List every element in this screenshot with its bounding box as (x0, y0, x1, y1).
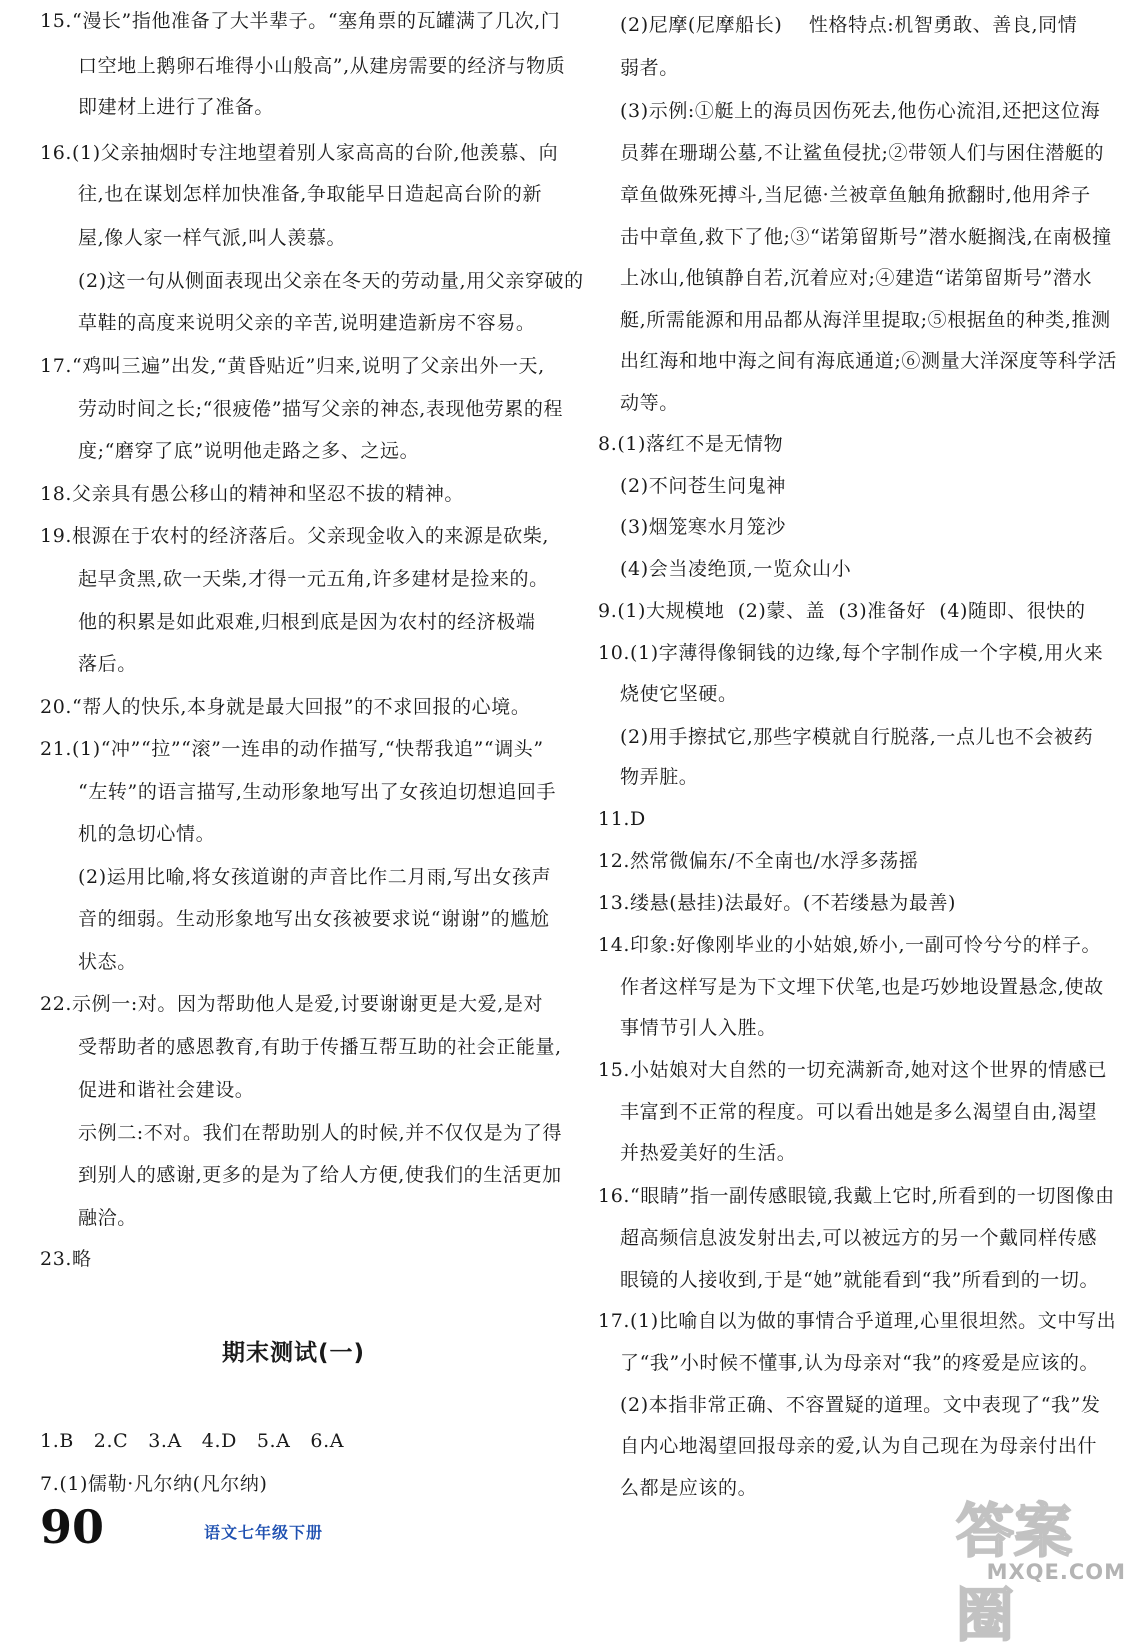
text-line: 出红海和地中海之间有海底通道;⑥测量大洋深度等科学活 (620, 350, 1118, 372)
text-line: 章鱼做殊死搏斗,当尼德·兰被章鱼触角掀翻时,他用斧子 (620, 184, 1091, 206)
text-line: 了“我”小时候不懂事,认为母亲对“我”的疼爱是应该的。 (620, 1352, 1100, 1374)
text-line: (2)尼摩(尼摩船长) 性格特点:机智勇敢、善良,同情 (620, 14, 1078, 36)
page-number: 90 (40, 1500, 105, 1554)
text-line: (2)本指非常正确、不容置疑的道理。文中表现了“我”发 (620, 1394, 1101, 1416)
text-line: 17.“鸡叫三遍”出发,“黄昏贴近”归来,说明了父亲出外一天, (40, 355, 545, 377)
text-line: 落后。 (78, 653, 137, 675)
text-line: 音的细弱。生动形象地写出女孩被要求说“谢谢”的尴尬 (78, 908, 550, 930)
text-line: 起早贪黑,砍一天柴,才得一元五角,许多建材是捡来的。 (78, 568, 549, 590)
text-line: 16.(1)父亲抽烟时专注地望着别人家高高的台阶,他羡慕、向 (40, 142, 559, 164)
text-line: 劳动时间之长;“很疲倦”描写父亲的神态,表现他劳累的程 (78, 398, 564, 420)
text-line: 21.(1)“冲”“拉”“滚”一连串的动作描写,“快帮我追”“调头” (40, 738, 544, 760)
text-line: (3)示例:①艇上的海员因伤死去,他伤心流泪,还把这位海 (620, 100, 1101, 122)
text-line: 8.(1)落红不是无情物 (598, 433, 784, 455)
text-line: (2)用手擦拭它,那些字模就自行脱落,一点儿也不会被药 (620, 726, 1094, 748)
text-line: 融洽。 (78, 1207, 137, 1229)
text-line: 作者这样写是为下文埋下伏笔,也是巧妙地设置悬念,使故 (620, 976, 1104, 998)
watermark-cn: 答案圈 (956, 1497, 1073, 1649)
text-line: 15.小姑娘对大自然的一切充满新奇,她对这个世界的情感已 (598, 1059, 1108, 1081)
text-line: (2)这一句从侧面表现出父亲在冬天的劳动量,用父亲穿破的 (78, 270, 584, 292)
text-line: 超高频信息波发射出去,可以被远方的另一个戴同样传感 (620, 1227, 1098, 1249)
text-line: 上冰山,他镇静自若,沉着应对;④建造“诺第留斯号”潜水 (620, 267, 1093, 289)
text-line: 16.“眼睛”指一副传感眼镜,我戴上它时,所看到的一切图像由 (598, 1185, 1115, 1207)
text-line: 往,也在谋划怎样加快准备,争取能早日造起高台阶的新 (78, 183, 543, 205)
section-heading: 期末测试(一) (222, 1340, 366, 1366)
text-line: 22.示例一:对。因为帮助他人是爱,讨要谢谢更是大爱,是对 (40, 993, 544, 1015)
text-line: 7.(1)儒勒·凡尔纳(凡尔纳) (40, 1473, 268, 1495)
text-line: 状态。 (78, 951, 137, 973)
text-line: 14.印象:好像刚毕业的小姑娘,娇小,一副可怜兮兮的样子。 (598, 934, 1102, 956)
text-line: 自内心地渴望回报母亲的爱,认为自己现在为母亲付出什 (620, 1435, 1098, 1457)
text-line: 度;“磨穿了底”说明他走路之多、之远。 (78, 440, 420, 462)
text-line: 20.“帮人的快乐,本身就是最大回报”的不求回报的心境。 (40, 696, 531, 718)
watermark-logo (956, 1484, 1126, 1649)
text-line: 23.略 (40, 1248, 92, 1270)
text-line: 眼镜的人接收到,于是“她”就能看到“我”所看到的一切。 (620, 1269, 1100, 1291)
text-line: 机的急切心情。 (78, 823, 216, 845)
text-line: 事情节引人入胜。 (620, 1017, 777, 1039)
text-line: 员葬在珊瑚公墓,不让鲨鱼侵扰;②带领人们与困住潜艇的 (620, 142, 1105, 164)
text-line: 口空地上鹅卵石堆得小山般高”,从建房需要的经济与物质 (78, 55, 566, 77)
text-line: 击中章鱼,救下了他;③“诺第留斯号”潜水艇搁浅,在南极撞 (620, 226, 1112, 248)
book-label: 语文七年级下册 (204, 1523, 324, 1542)
text-line: 促进和谐社会建设。 (78, 1079, 255, 1101)
text-line: 9.(1)大规模地 (2)蒙、盖 (3)准备好 (4)随即、很快的 (598, 600, 1086, 622)
text-line: (2)运用比喻,将女孩道谢的声音比作二月雨,写出女孩声 (78, 866, 552, 888)
text-line: 12.然常微偏东/不全南也/水浮多荡摇 (598, 850, 919, 872)
text-line: 到别人的感谢,更多的是为了给人方便,使我们的生活更加 (78, 1164, 562, 1186)
text-line: 动等。 (620, 392, 679, 414)
text-line: 即建材上进行了准备。 (78, 96, 275, 118)
text-line: 屋,像人家一样气派,叫人羡慕。 (78, 227, 347, 249)
text-line: 15.“漫长”指他准备了大半辈子。“塞角票的瓦罐满了几次,门 (40, 10, 561, 32)
text-line: 13.缕悬(悬挂)法最好。(不若缕悬为最善) (598, 892, 957, 914)
text-line: 艇,所需能源和用品都从海洋里提取;⑤根据鱼的种类,推测 (620, 309, 1111, 331)
text-line: 19.根源在于农村的经济落后。父亲现金收入的来源是砍柴, (40, 525, 550, 547)
text-line: 弱者。 (620, 57, 679, 79)
text-line: (4)会当凌绝顶,一览众山小 (620, 558, 852, 580)
text-line: 物弄脏。 (620, 766, 699, 788)
text-line: (2)不问苍生问鬼神 (620, 475, 786, 497)
text-line: 么都是应该的。 (620, 1477, 758, 1499)
text-line: 他的积累是如此艰难,归根到底是因为农村的经济极端 (78, 611, 536, 633)
text-line: 烧使它坚硬。 (620, 683, 738, 705)
text-line: 丰富到不正常的程度。可以看出她是多么渴望自由,渴望 (620, 1101, 1098, 1123)
text-line: 1.B 2.C 3.A 4.D 5.A 6.A (40, 1430, 345, 1452)
text-line: 示例二:不对。我们在帮助别人的时候,并不仅仅是为了得 (78, 1122, 563, 1144)
text-line: 11.D (598, 808, 646, 830)
text-line: (3)烟笼寒水月笼沙 (620, 516, 786, 538)
text-line: 17.(1)比喻自以为做的事情合乎道理,心里很坦然。文中写出 (598, 1310, 1117, 1332)
text-line: “左转”的语言描写,生动形象地写出了女孩迫切想追回手 (78, 781, 557, 803)
text-line: 10.(1)字薄得像铜钱的边缘,每个字制作成一个字模,用火来 (598, 642, 1104, 664)
text-line: 草鞋的高度来说明父亲的辛苦,说明建造新房不容易。 (78, 312, 536, 334)
watermark-url: MXQE.COM (986, 1560, 1126, 1584)
text-line: 18.父亲具有愚公移山的精神和坚忍不拔的精神。 (40, 483, 465, 505)
text-line: 受帮助者的感恩教育,有助于传播互帮互助的社会正能量, (78, 1036, 562, 1058)
text-line: 并热爱美好的生活。 (620, 1142, 797, 1164)
